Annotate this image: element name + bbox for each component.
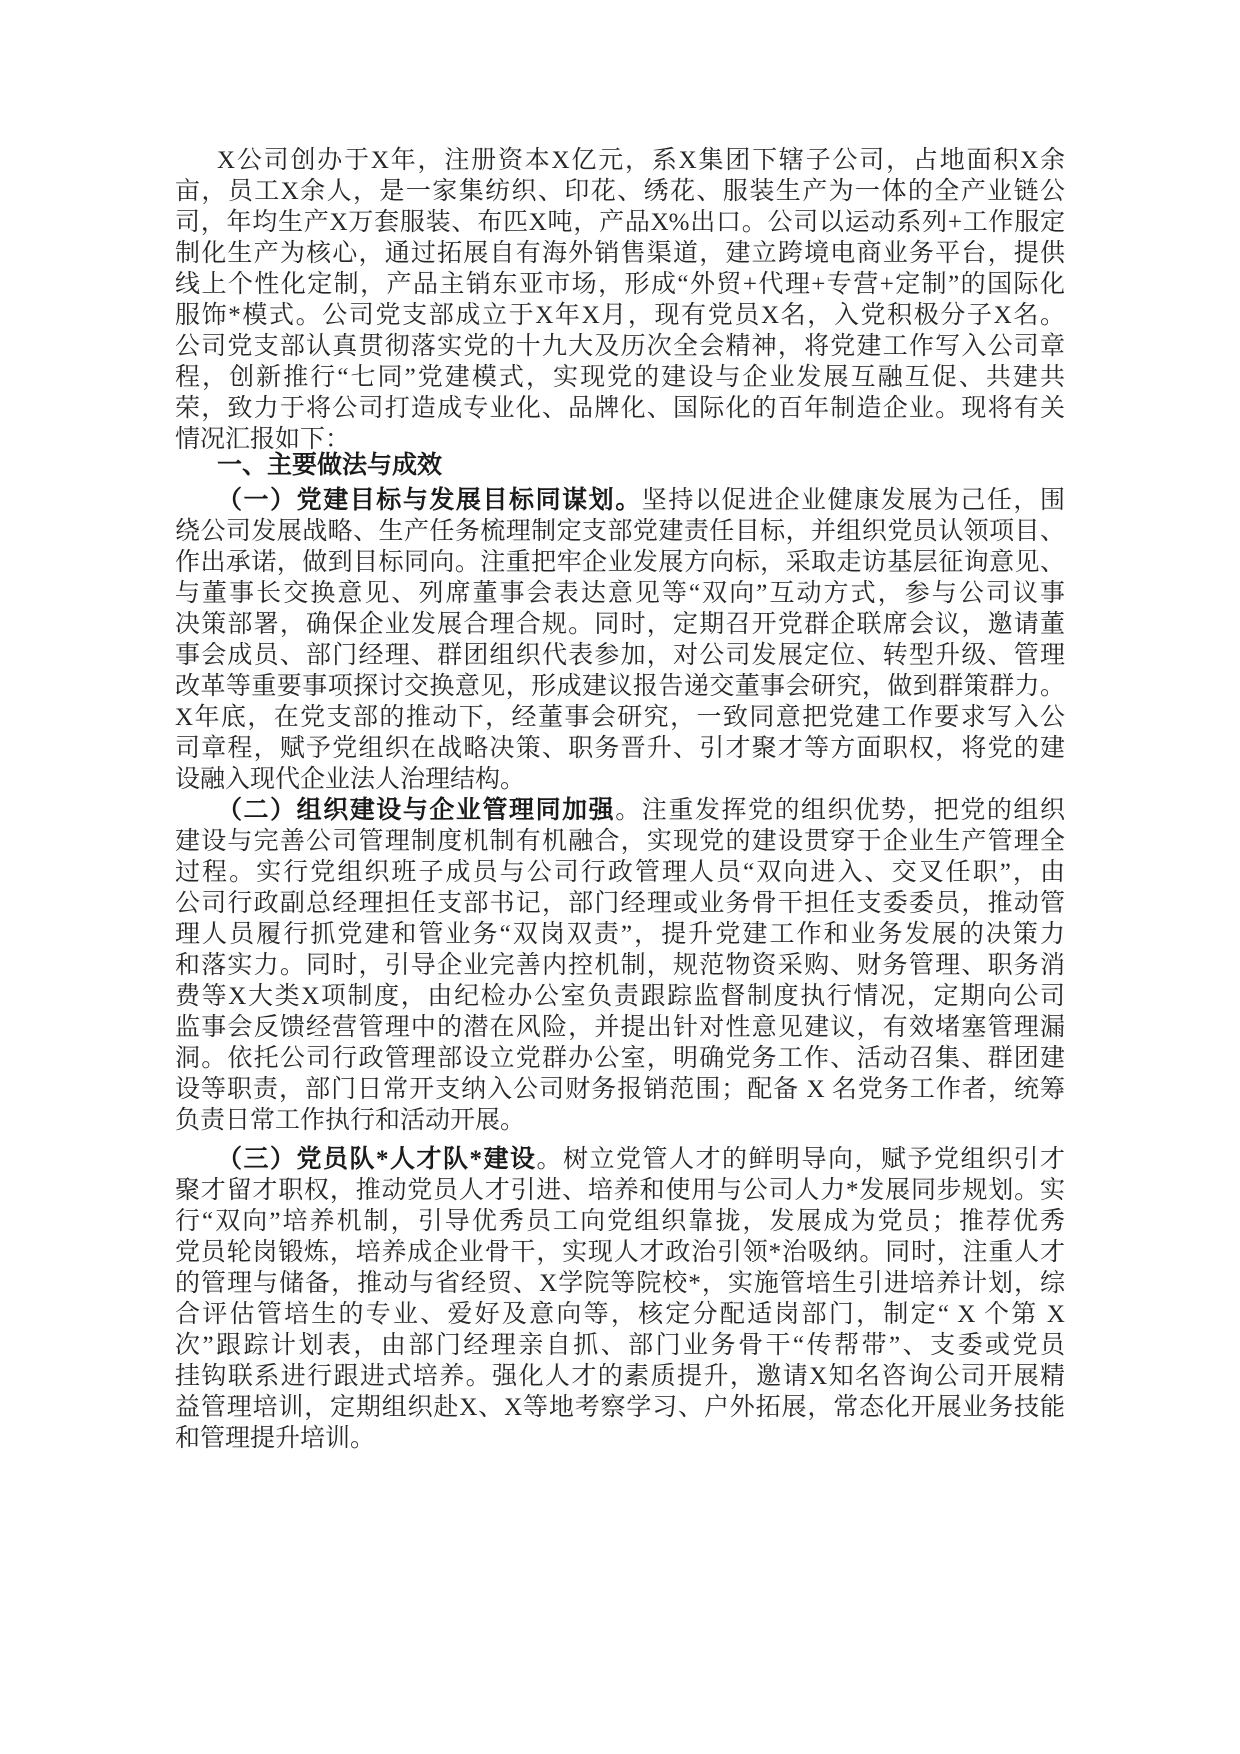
text-line: 和管理提升培训。 [175, 1425, 376, 1452]
text-line: 作出承诺，做到目标同向。注重把牢企业发展方向标，采取走访基层征询意见、 [175, 549, 1065, 576]
text-line: 监事会反馈经营管理中的潜在风险，并提出针对性意见建议，有效堵塞管理漏 [175, 1014, 1065, 1041]
text-line-first [175, 485, 1065, 516]
text-line: 改革等重要事项探讨交换意见，形成建议报告递交董事会研究，做到群策群力。 [175, 673, 1065, 700]
text-line: 过程。实行党组织班子成员与公司行政管理人员“双向进入、交叉任职”，由 [175, 859, 1065, 886]
text-line: 的管理与储备，推动与省经贸、X学院等院校*，实施管培生引进培养计划，综 [175, 1270, 1065, 1297]
text-line: 党员轮岗锻炼，培养成企业骨干，实现人才政治引领*治吸纳。同时，注重人才 [175, 1239, 1065, 1266]
intro-paragraph [175, 145, 1065, 455]
text-line: X年底，在党支部的推动下，经董事会研究，一致同意把党建工作要求写入公 [175, 704, 1065, 731]
text-line: 绕公司发展战略、生产任务梳理制定支部党建责任目标，并组织党员认领项目、 [175, 518, 1065, 545]
subsection-3-paragraph [175, 1144, 1065, 1454]
text-span: 坚持以促进企业健康发展为己任，围 [641, 487, 1065, 514]
text-line: 决策部署，确保企业发展合理合规。同时，定期召开党群企联席会议，邀请董 [175, 611, 1065, 638]
text-line: 合评估管培生的专业、爱好及意向等，核定分配适岗部门，制定“ X 个第 X [175, 1301, 1065, 1328]
subsection-1-paragraph [175, 485, 1065, 795]
text-line: 负责日常工作执行和活动开展。 [175, 1107, 526, 1134]
text-line: 程，创新推行“七同”党建模式，实现党的建设与企业发展互融互促、共建共 [175, 364, 1065, 391]
text-line-first [175, 1144, 1065, 1175]
text-line: 制化生产为核心，通过拓展自有海外销售渠道，建立跨境电商业务平台，提供 [175, 240, 1065, 267]
text-line: 和落实力。同时，引导企业完善内控机制，规范物资采购、财务管理、职务消 [175, 952, 1065, 979]
text-line: 公司党支部认真贯彻落实党的十九大及历次全会精神，将党建工作写入公司章 [175, 333, 1065, 360]
text-line: 设融入现代企业法人治理结构。 [175, 766, 526, 793]
text-line: 建设与完善公司管理制度机制有机融合，实现党的建设贯穿于企业生产管理全 [175, 828, 1065, 855]
section-heading: 一、主要做法与成效 [217, 452, 443, 479]
subsection-2-paragraph [175, 795, 1065, 1136]
text-line: 司，年均生产X万套服装、布匹X吨，产品X%出口。公司以运动系列+工作服定 [175, 209, 1065, 236]
text-span: 。树立党管人才的鲜明导向，赋予党组织引才 [536, 1146, 1065, 1173]
text-line-first [175, 795, 1065, 826]
text-line: 益管理培训，定期组织赴X、X等地考察学习、户外拓展，常态化开展业务技能 [175, 1394, 1065, 1421]
text-span: 。注重发挥党的组织优势，把党的组织 [615, 797, 1065, 824]
text-line: 事会成员、部门经理、群团组织代表参加，对公司发展定位、转型升级、管理 [175, 642, 1065, 669]
text-line: 荣，致力于将公司打造成专业化、品牌化、国际化的百年制造企业。现将有关 [175, 395, 1065, 422]
text-line: 挂钩联系进行跟进式培养。强化人才的素质提升，邀请X知名咨询公司开展精 [175, 1363, 1065, 1390]
text-line: 公司行政副总经理担任支部书记，部门经理或业务骨干担任支委委员，推动管 [175, 890, 1065, 917]
text-line: 服饰*模式。公司党支部成立于X年X月，现有党员X名，入党积极分子X名。 [175, 302, 1065, 329]
text-line: 理人员履行抓党建和管业务“双岗双责”，提升党建工作和业务发展的决策力 [175, 921, 1065, 948]
text-line: 设等职责，部门日常开支纳入公司财务报销范围；配备 X 名党务工作者，统筹 [175, 1076, 1065, 1103]
text-line: 司章程，赋予党组织在战略决策、职务晋升、引才聚才等方面职权，将党的建 [175, 735, 1065, 762]
text-line: 线上个性化定制，产品主销东亚市场，形成“外贸+代理+专营+定制”的国际化 [175, 271, 1065, 298]
subsection-title: （三）党员队*人才队*建设 [217, 1146, 537, 1173]
text-line: 情况汇报如下： [175, 426, 351, 453]
text-line: 洞。依托公司行政管理部设立党群办公室，明确党务工作、活动召集、群团建 [175, 1045, 1065, 1072]
text-line: 聚才留才职权，推动党员人才引进、培养和使用与公司人力*发展同步规划。实 [175, 1177, 1065, 1204]
subsection-title: （一）党建目标与发展目标同谋划。 [217, 487, 642, 514]
text-line: 与董事长交换意见、列席董事会表达意见等“双向”互动方式，参与公司议事 [175, 580, 1065, 607]
text-line: 费等X大类X项制度，由纪检办公室负责跟踪监督制度执行情况，定期向公司 [175, 983, 1065, 1010]
text-line: X公司创办于X年，注册资本X亿元，系X集团下辖子公司，占地面积X余 [217, 147, 1065, 174]
subsection-title: （二）组织建设与企业管理同加强 [217, 797, 616, 824]
text-line: 亩，员工X余人，是一家集纺织、印花、绣花、服装生产为一体的全产业链公 [175, 178, 1065, 205]
text-line: 行“双向”培养机制，引导优秀员工向党组织靠拢，发展成为党员；推荐优秀 [175, 1208, 1065, 1235]
text-line: 次”跟踪计划表，由部门经理亲自抓、部门业务骨干“传帮带”、支委或党员 [175, 1332, 1065, 1359]
